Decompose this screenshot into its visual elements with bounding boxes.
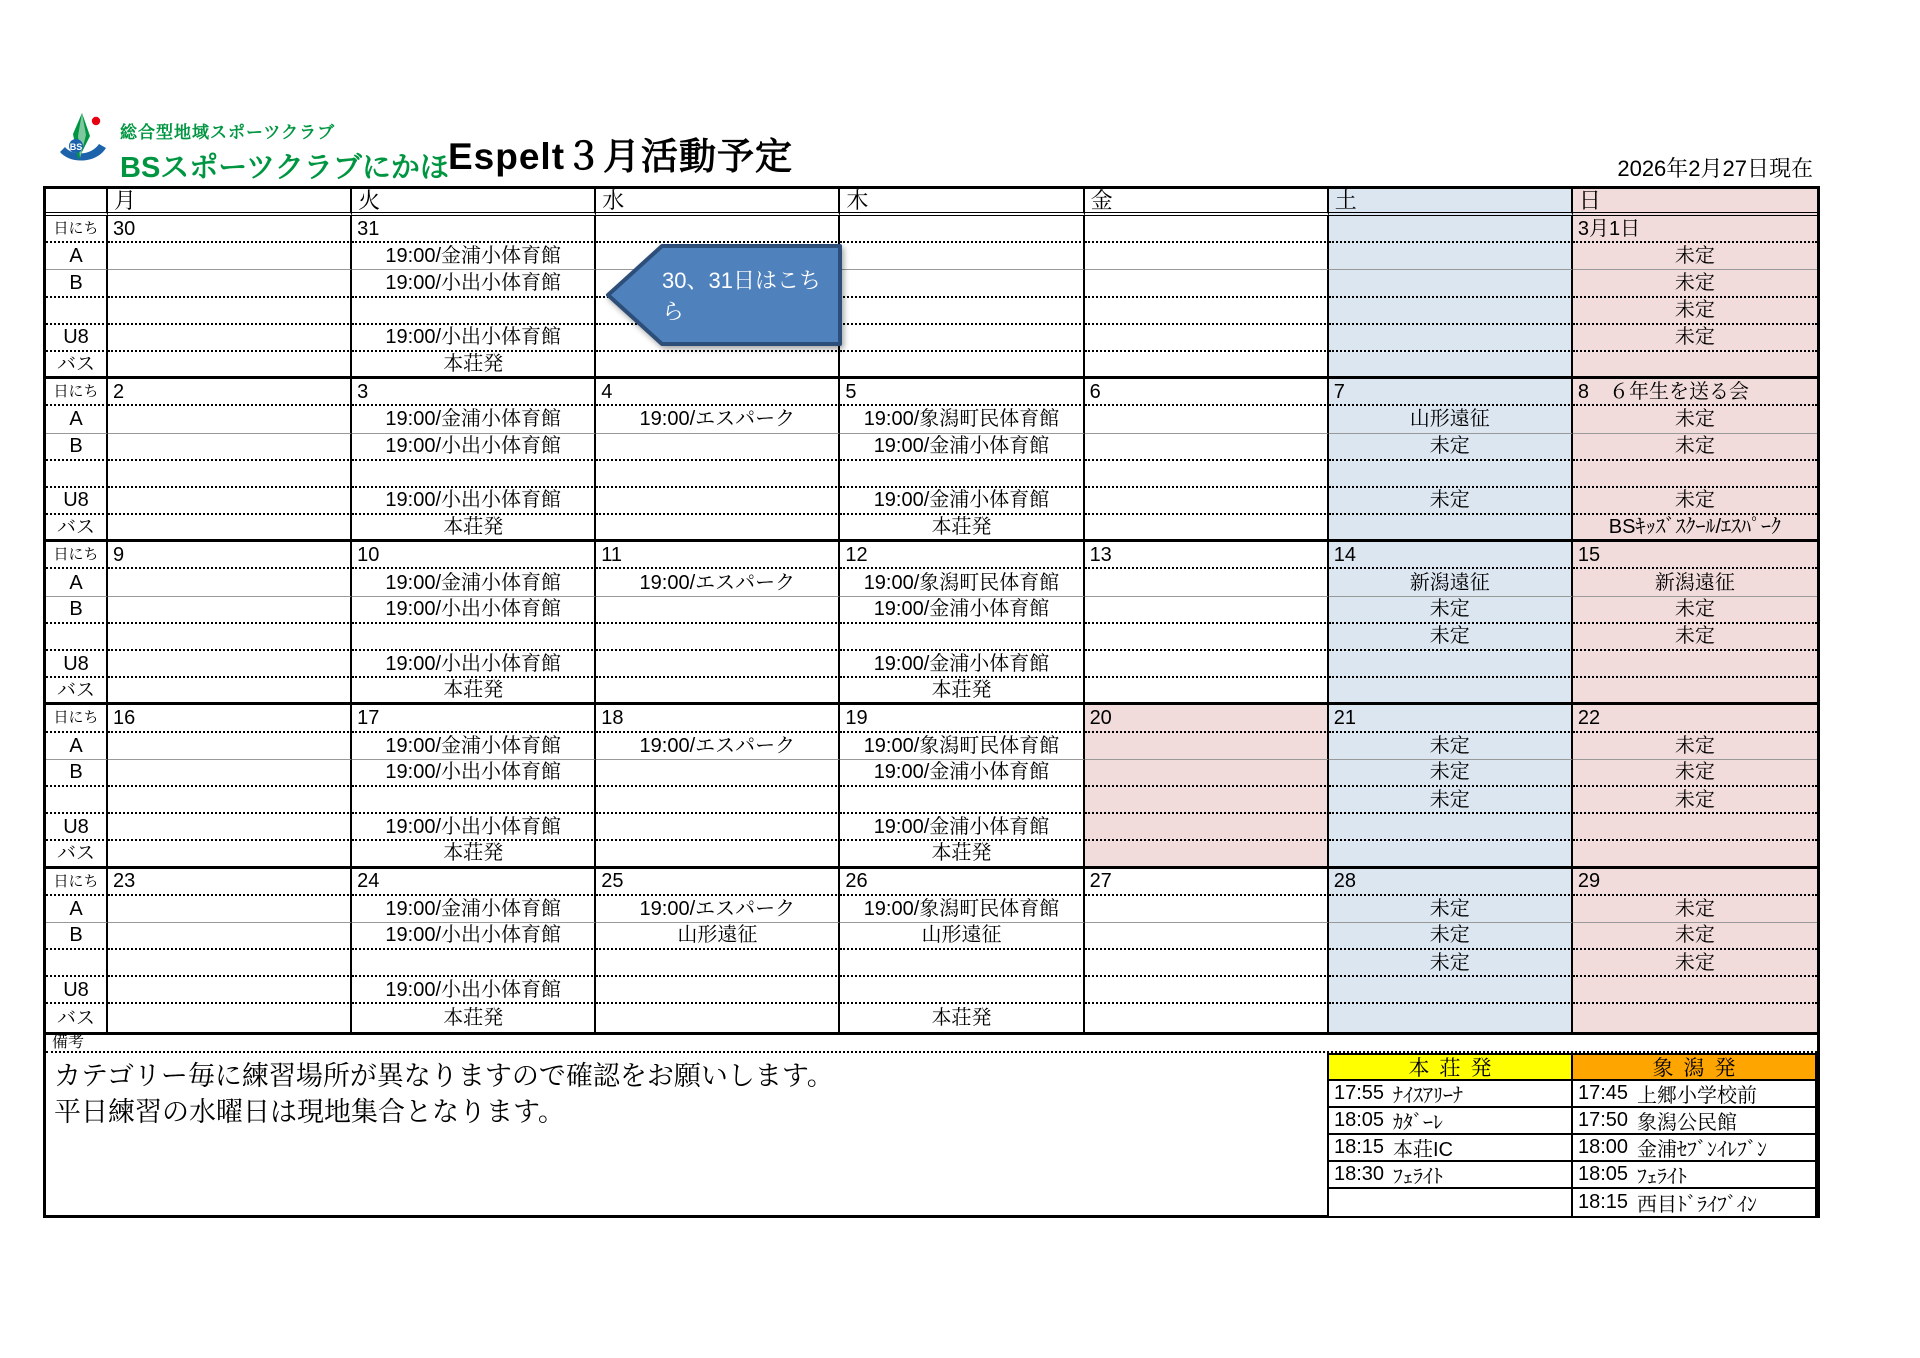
bus-time: 18:15: [1578, 1191, 1629, 1213]
schedule-cell: [840, 352, 1084, 379]
schedule-cell: [1085, 977, 1329, 1004]
schedule-cell: [596, 950, 840, 977]
schedule-cell: 19:00/小出小体育館: [352, 488, 596, 515]
date-cell: 24: [352, 869, 596, 896]
schedule-cell: [596, 651, 840, 678]
schedule-cell: [1085, 298, 1329, 325]
schedule-cell: [352, 950, 596, 977]
row-label: U8: [46, 651, 108, 678]
bus-time: 18:00: [1578, 1136, 1629, 1158]
row-label: A: [46, 896, 108, 923]
bus-time: 17:50: [1578, 1109, 1629, 1131]
bus-table: [1327, 1053, 1573, 1218]
schedule-cell: [108, 352, 352, 379]
row-label: バス: [46, 1004, 108, 1031]
schedule-cell: 19:00/金浦小体育館: [352, 733, 596, 760]
bus-time: 18:15: [1334, 1136, 1385, 1158]
schedule-cell: 未定: [1573, 434, 1817, 461]
date-cell: 25: [596, 869, 840, 896]
schedule-cell: [596, 461, 840, 488]
bus-table-title: 象潟発: [1573, 1055, 1815, 1081]
schedule-cell: [596, 977, 840, 1004]
bus-stop-row: [1573, 1162, 1815, 1189]
schedule-cell: [1085, 841, 1329, 868]
club-name: BSスポーツクラブにかほ: [120, 152, 449, 184]
schedule-cell: 未定: [1329, 760, 1573, 787]
schedule-cell: 19:00/金浦小体育館: [840, 434, 1084, 461]
schedule-cell: 未定: [1573, 270, 1817, 297]
row-label: [46, 787, 108, 814]
schedule-cell: [352, 461, 596, 488]
schedule-cell: [1085, 406, 1329, 433]
schedule-cell: [108, 678, 352, 705]
schedule-cell: 19:00/エスパーク: [596, 569, 840, 596]
date-cell: [1085, 216, 1329, 243]
bus-stop-row: [1573, 1081, 1815, 1108]
schedule-cell: [840, 787, 1084, 814]
schedule-cell: 19:00/金浦小体育館: [840, 597, 1084, 624]
schedule-cell: 未定: [1573, 325, 1817, 352]
schedule-cell: 未定: [1329, 787, 1573, 814]
remarks-line: 平日練習の水曜日は現地集合となります。: [54, 1097, 565, 1129]
schedule-cell: [108, 977, 352, 1004]
schedule-cell: [352, 787, 596, 814]
schedule-cell: 山形遠征: [1329, 406, 1573, 433]
schedule-cell: [1085, 950, 1329, 977]
schedule-cell: 19:00/小出小体育館: [352, 434, 596, 461]
schedule-cell: [840, 243, 1084, 270]
date-cell: 28: [1329, 869, 1573, 896]
schedule-cell: 未定: [1329, 896, 1573, 923]
schedule-cell: [1085, 461, 1329, 488]
row-label: A: [46, 569, 108, 596]
schedule-cell: [840, 270, 1084, 297]
schedule-cell: [596, 515, 840, 542]
row-label: B: [46, 597, 108, 624]
club-logo-icon: [52, 112, 112, 174]
schedule-cell: 未定: [1329, 733, 1573, 760]
schedule-cell: [108, 434, 352, 461]
schedule-cell: [1085, 352, 1329, 379]
bus-stop-name: 象潟公民館: [1637, 1112, 1737, 1134]
schedule-cell: 19:00/象潟町民体育館: [840, 406, 1084, 433]
schedule-cell: [1085, 651, 1329, 678]
schedule-cell: [1085, 787, 1329, 814]
bus-stop-row: [1573, 1108, 1815, 1135]
schedule-cell: [108, 597, 352, 624]
row-label: B: [46, 434, 108, 461]
schedule-cell: [108, 270, 352, 297]
schedule-cell: [108, 515, 352, 542]
schedule-cell: [108, 569, 352, 596]
bus-table-title: 本荘発: [1329, 1055, 1571, 1081]
schedule-cell: 未定: [1573, 760, 1817, 787]
schedule-cell: [596, 678, 840, 705]
bus-table: [1571, 1053, 1817, 1218]
schedule-cell: [1329, 352, 1573, 379]
schedule-cell: 本荘発: [352, 678, 596, 705]
date-cell: 5: [840, 379, 1084, 406]
schedule-cell: 未定: [1573, 243, 1817, 270]
date-cell: 21: [1329, 705, 1573, 732]
schedule-cell: 山形遠征: [596, 923, 840, 950]
day-header: 金: [1085, 189, 1329, 216]
schedule-cell: 19:00/エスパーク: [596, 896, 840, 923]
club-logo-text: [120, 118, 449, 186]
schedule-cell: [1573, 651, 1817, 678]
schedule-cell: 未定: [1573, 733, 1817, 760]
schedule-cell: 19:00/象潟町民体育館: [840, 733, 1084, 760]
bus-stop-name: ﾌｪﾗｲﾄ: [1637, 1166, 1687, 1188]
schedule-cell: 19:00/金浦小体育館: [840, 651, 1084, 678]
schedule-cell: 19:00/小出小体育館: [352, 597, 596, 624]
day-header: 月: [108, 189, 352, 216]
schedule-cell: [1329, 651, 1573, 678]
schedule-cell: [596, 760, 840, 787]
row-label: バス: [46, 515, 108, 542]
schedule-cell: [596, 624, 840, 651]
schedule-cell: 19:00/金浦小体育館: [840, 814, 1084, 841]
date-cell: [1329, 216, 1573, 243]
date-cell: 18: [596, 705, 840, 732]
row-label: 日にち: [46, 705, 108, 732]
date-cell: 8 ６年生を送る会: [1573, 379, 1817, 406]
date-cell: 26: [840, 869, 1084, 896]
schedule-cell: [1573, 678, 1817, 705]
row-label: バス: [46, 841, 108, 868]
schedule-cell: 未定: [1573, 787, 1817, 814]
schedule-cell: [596, 841, 840, 868]
schedule-cell: [108, 488, 352, 515]
schedule-cell: [1085, 569, 1329, 596]
day-header: 日: [1573, 189, 1817, 216]
schedule-cell: [1085, 814, 1329, 841]
row-label: 日にち: [46, 869, 108, 896]
schedule-cell: [596, 488, 840, 515]
date-cell: 16: [108, 705, 352, 732]
schedule-cell: 19:00/金浦小体育館: [352, 569, 596, 596]
schedule-cell: [1085, 243, 1329, 270]
row-label: [46, 950, 108, 977]
schedule-cell: 未定: [1573, 923, 1817, 950]
schedule-cell: [1329, 325, 1573, 352]
date-cell: 11: [596, 542, 840, 569]
schedule-cell: [1085, 325, 1329, 352]
date-cell: 2: [108, 379, 352, 406]
schedule-cell: [108, 461, 352, 488]
bus-stop-name: 上郷小学校前: [1637, 1085, 1757, 1107]
schedule-cell: [1329, 270, 1573, 297]
date-cell: 30: [108, 216, 352, 243]
schedule-cell: [108, 624, 352, 651]
schedule-cell: [1573, 461, 1817, 488]
schedule-cell: [1573, 841, 1817, 868]
bus-stop-row: [1329, 1135, 1571, 1162]
schedule-cell: 19:00/金浦小体育館: [352, 896, 596, 923]
schedule-cell: 19:00/小出小体育館: [352, 651, 596, 678]
schedule-cell: 19:00/金浦小体育館: [352, 243, 596, 270]
schedule-cell: 未定: [1329, 923, 1573, 950]
bus-stop-row: [1573, 1189, 1815, 1216]
date-cell: 13: [1085, 542, 1329, 569]
date-cell: 29: [1573, 869, 1817, 896]
date-cell: 4: [596, 379, 840, 406]
schedule-cell: 未定: [1329, 434, 1573, 461]
row-label: B: [46, 923, 108, 950]
schedule-cell: 未定: [1329, 488, 1573, 515]
date-cell: 22: [1573, 705, 1817, 732]
schedule-cell: 本荘発: [840, 678, 1084, 705]
bus-stop-name: 西目ﾄﾞﾗｲﾌﾞｲﾝ: [1637, 1194, 1757, 1216]
schedule-cell: 本荘発: [840, 1004, 1084, 1031]
bus-stop-name: ﾌｪﾗｲﾄ: [1393, 1166, 1443, 1188]
date-cell: 19: [840, 705, 1084, 732]
callout-arrow-label: 30、31日はこちら: [662, 268, 821, 324]
schedule-cell: 本荘発: [840, 841, 1084, 868]
schedule-cell: [1085, 597, 1329, 624]
schedule-cell: [108, 814, 352, 841]
schedule-cell: 本荘発: [352, 515, 596, 542]
schedule-cell: [840, 325, 1084, 352]
schedule-cell: [840, 950, 1084, 977]
row-label: U8: [46, 977, 108, 1004]
schedule-cell: 新潟遠征: [1329, 569, 1573, 596]
schedule-cell: [1085, 434, 1329, 461]
schedule-cell: [1085, 733, 1329, 760]
date-cell: 20: [1085, 705, 1329, 732]
row-label: U8: [46, 488, 108, 515]
schedule-cell: [1573, 977, 1817, 1004]
schedule-cell: 19:00/小出小体育館: [352, 760, 596, 787]
schedule-cell: 未定: [1573, 624, 1817, 651]
bus-stop-name: 本荘IC: [1393, 1139, 1453, 1161]
row-label: [46, 298, 108, 325]
row-label: A: [46, 243, 108, 270]
schedule-cell: [108, 325, 352, 352]
bus-time: 17:45: [1578, 1082, 1629, 1104]
bus-stop-name: ﾅｲｽｱﾘｰﾅ: [1393, 1085, 1463, 1107]
schedule-cell: [108, 1004, 352, 1031]
schedule-cell: 19:00/象潟町民体育館: [840, 569, 1084, 596]
bus-stop-row: [1573, 1135, 1815, 1162]
schedule-cell: [596, 1004, 840, 1031]
schedule-cell: [1329, 461, 1573, 488]
schedule-cell: [108, 760, 352, 787]
schedule-cell: [1573, 1004, 1817, 1031]
schedule-cell: [596, 352, 840, 379]
schedule-cell: [840, 624, 1084, 651]
row-label: バス: [46, 352, 108, 379]
row-label: 日にち: [46, 542, 108, 569]
schedule-cell: [108, 923, 352, 950]
date-cell: 9: [108, 542, 352, 569]
remarks-line: カテゴリー毎に練習場所が異なりますので確認をお願いします。: [54, 1061, 834, 1092]
schedule-cell: [1329, 515, 1573, 542]
page-title: Espelt３月活動予定: [448, 136, 794, 177]
day-header: 木: [840, 189, 1084, 216]
bus-stop-row: [1329, 1189, 1571, 1216]
date-cell: 12: [840, 542, 1084, 569]
date-cell: 6: [1085, 379, 1329, 406]
schedule-cell: [596, 814, 840, 841]
date-cell: 31: [352, 216, 596, 243]
day-header: 水: [596, 189, 840, 216]
schedule-cell: 19:00/金浦小体育館: [352, 406, 596, 433]
schedule-cell: BSｷｯｽﾞｽｸｰﾙ/ｴｽﾊﾟｰｸ: [1573, 515, 1817, 542]
schedule-cell: [840, 298, 1084, 325]
schedule-cell: 19:00/金浦小体育館: [840, 488, 1084, 515]
schedule-cell: [1085, 515, 1329, 542]
schedule-cell: 19:00/小出小体育館: [352, 814, 596, 841]
schedule-cell: 本荘発: [352, 841, 596, 868]
schedule-cell: [840, 461, 1084, 488]
date-cell: 23: [108, 869, 352, 896]
schedule-cell: 未定: [1329, 597, 1573, 624]
date-cell: 17: [352, 705, 596, 732]
schedule-cell: [108, 243, 352, 270]
bus-stop-name: ｶﾀﾞｰﾚ: [1393, 1112, 1443, 1134]
bus-stop-name: 金浦ｾﾌﾞﾝｲﾚﾌﾞﾝ: [1637, 1139, 1767, 1161]
row-label: 日にち: [46, 216, 108, 243]
row-label: バス: [46, 678, 108, 705]
schedule-cell: [108, 841, 352, 868]
schedule-cell: [1573, 352, 1817, 379]
schedule-cell: 19:00/小出小体育館: [352, 977, 596, 1004]
row-label: B: [46, 760, 108, 787]
date-cell: [596, 216, 840, 243]
schedule-cell: 19:00/エスパーク: [596, 406, 840, 433]
schedule-cell: 19:00/小出小体育館: [352, 325, 596, 352]
date-cell: 10: [352, 542, 596, 569]
day-header: 火: [352, 189, 596, 216]
bus-time: 18:05: [1578, 1163, 1629, 1185]
date-cell: 15: [1573, 542, 1817, 569]
schedule-cell: [596, 597, 840, 624]
schedule-cell: [108, 896, 352, 923]
bus-time: 18:05: [1334, 1109, 1385, 1131]
row-label: B: [46, 270, 108, 297]
row-label: [46, 624, 108, 651]
schedule-cell: [596, 434, 840, 461]
schedule-cell: 本荘発: [840, 515, 1084, 542]
schedule-cell: 19:00/金浦小体育館: [840, 760, 1084, 787]
remarks-section: [43, 1029, 1820, 1218]
schedule-cell: [1329, 298, 1573, 325]
schedule-cell: [1085, 624, 1329, 651]
schedule-cell: [108, 787, 352, 814]
schedule-cell: 19:00/象潟町民体育館: [840, 896, 1084, 923]
schedule-cell: 未定: [1329, 950, 1573, 977]
schedule-cell: [1329, 678, 1573, 705]
schedule-cell: [108, 651, 352, 678]
schedule-cell: [1085, 488, 1329, 515]
bus-schedule-tables: [1327, 1053, 1817, 1218]
schedule-cell: 19:00/小出小体育館: [352, 270, 596, 297]
schedule-cell: [1329, 841, 1573, 868]
schedule-cell: [1085, 678, 1329, 705]
schedule-cell: 未定: [1573, 406, 1817, 433]
schedule-cell: 19:00/小出小体育館: [352, 923, 596, 950]
row-label: [46, 461, 108, 488]
calendar-grid: [43, 186, 1820, 1035]
schedule-cell: 未定: [1329, 624, 1573, 651]
day-header: 土: [1329, 189, 1573, 216]
schedule-cell: [1329, 1004, 1573, 1031]
schedule-cell: [596, 787, 840, 814]
schedule-cell: [1085, 760, 1329, 787]
schedule-cell: [1085, 270, 1329, 297]
bus-time: 17:55: [1334, 1082, 1385, 1104]
schedule-cell: [840, 977, 1084, 1004]
callout-arrow: [604, 241, 844, 349]
svg-text:BS: BS: [69, 142, 83, 152]
bus-stop-row: [1329, 1081, 1571, 1108]
bus-time: 18:30: [1334, 1163, 1385, 1185]
date-cell: [840, 216, 1084, 243]
club-tagline: 総合型地域スポーツクラブ: [120, 123, 336, 142]
date-cell: 3月1日: [1573, 216, 1817, 243]
schedule-cell: [108, 298, 352, 325]
schedule-cell: 19:00/エスパーク: [596, 733, 840, 760]
schedule-cell: [108, 950, 352, 977]
schedule-cell: 未定: [1573, 488, 1817, 515]
schedule-cell: 新潟遠征: [1573, 569, 1817, 596]
row-label: A: [46, 733, 108, 760]
schedule-cell: [352, 624, 596, 651]
row-label: A: [46, 406, 108, 433]
row-label: U8: [46, 325, 108, 352]
schedule-cell: 山形遠征: [840, 923, 1084, 950]
date-cell: 7: [1329, 379, 1573, 406]
schedule-cell: [1329, 243, 1573, 270]
row-label: 日にち: [46, 379, 108, 406]
schedule-cell: [1573, 814, 1817, 841]
bus-stop-row: [1329, 1108, 1571, 1135]
schedule-cell: [108, 733, 352, 760]
date-cell: 14: [1329, 542, 1573, 569]
row-label: U8: [46, 814, 108, 841]
schedule-cell: [1329, 977, 1573, 1004]
bus-stop-row: [1329, 1162, 1571, 1189]
schedule-cell: [108, 406, 352, 433]
corner-cell: [46, 189, 108, 216]
remarks-label: 備考: [46, 1029, 1817, 1053]
as-of-date: 2026年2月27日現在: [1617, 156, 1813, 181]
schedule-cell: [1085, 1004, 1329, 1031]
schedule-cell: [1085, 923, 1329, 950]
schedule-cell: [1085, 896, 1329, 923]
date-cell: 3: [352, 379, 596, 406]
schedule-cell: [352, 298, 596, 325]
schedule-cell: 未定: [1573, 950, 1817, 977]
schedule-cell: 本荘発: [352, 1004, 596, 1031]
schedule-cell: 未定: [1573, 597, 1817, 624]
schedule-cell: 未定: [1573, 896, 1817, 923]
schedule-cell: 未定: [1573, 298, 1817, 325]
schedule-cell: [1329, 814, 1573, 841]
schedule-cell: 本荘発: [352, 352, 596, 379]
date-cell: 27: [1085, 869, 1329, 896]
